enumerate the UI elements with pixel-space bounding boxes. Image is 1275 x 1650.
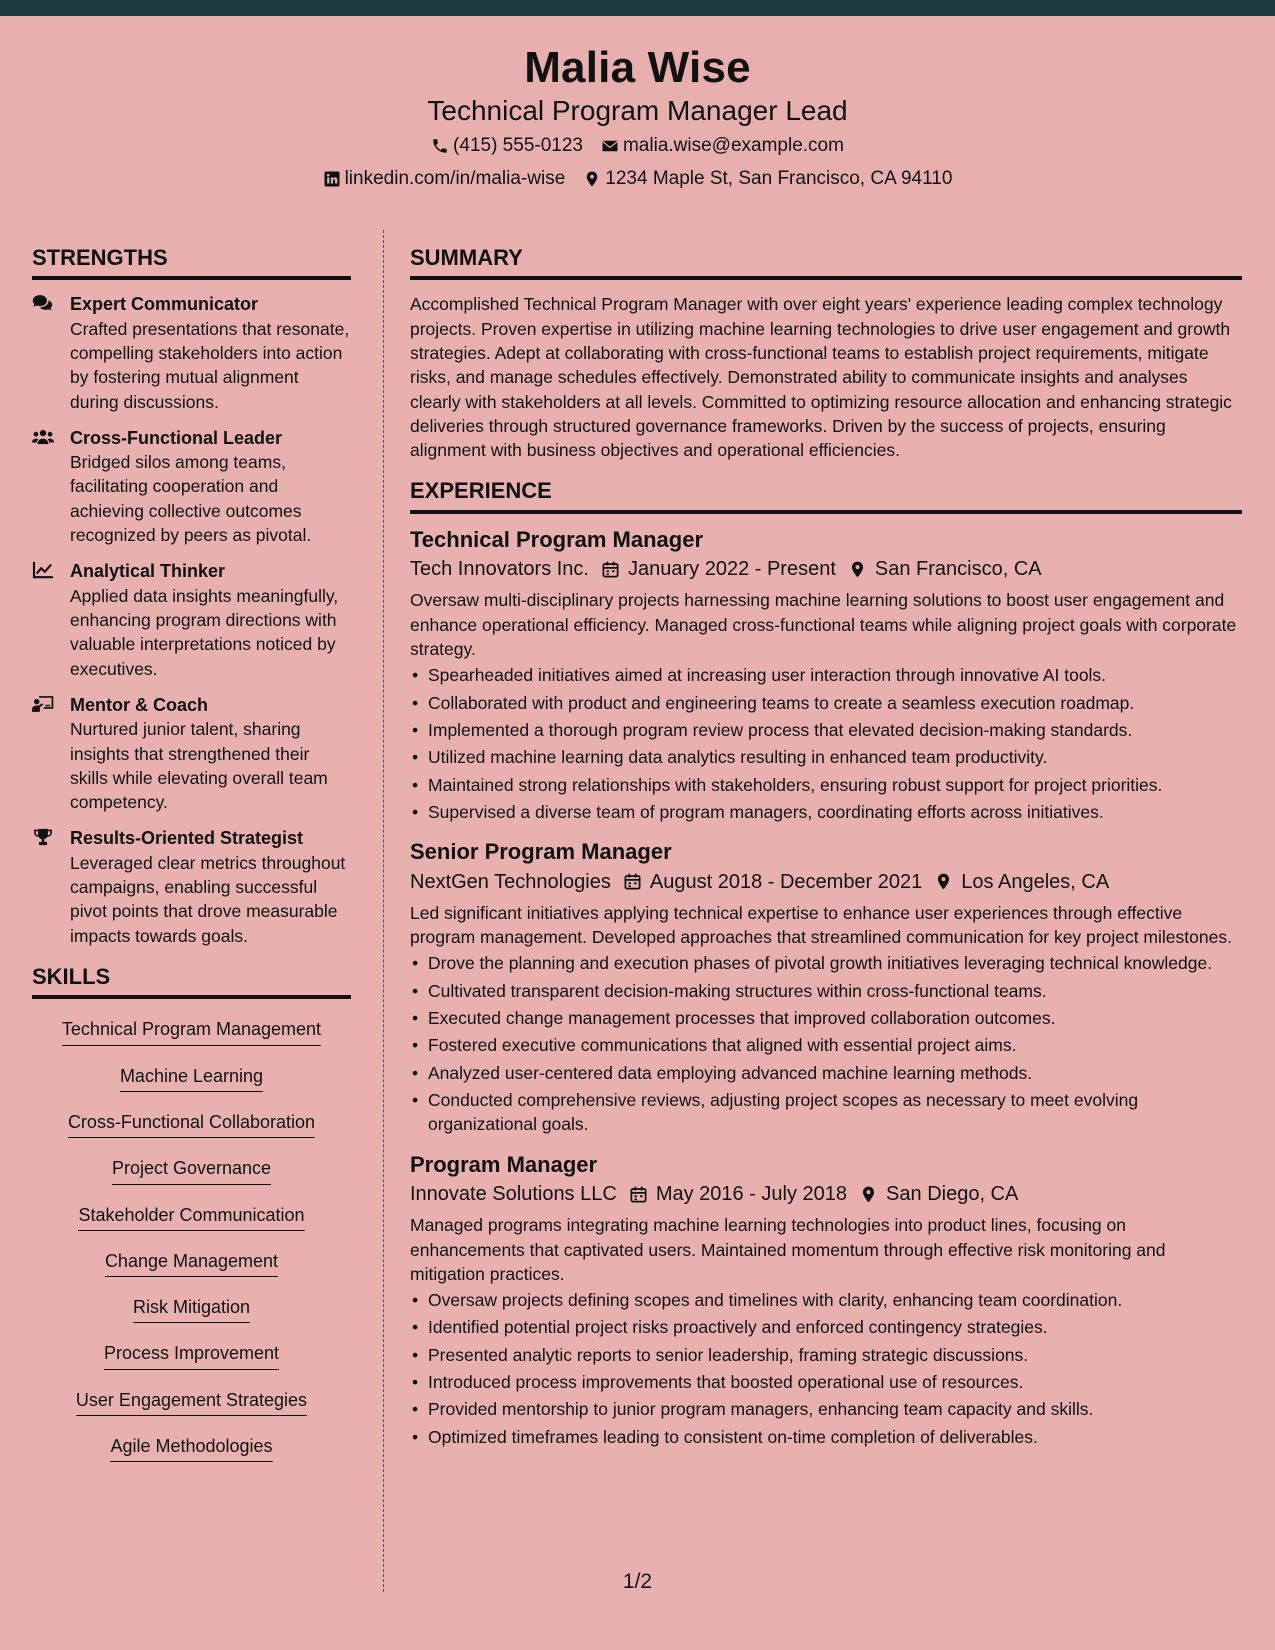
list-item: • Supervised a diverse team of program managers, coordinating efforts across initiatives.	[410, 800, 1242, 824]
job-title: Senior Program Manager	[410, 839, 672, 865]
contact-row-2	[0, 166, 1275, 193]
strength-description: Bridged silos among teams, facilitating cooperation and achieving collective outcomes recognized by peers as pivotal.	[70, 452, 312, 546]
list-item: • Fostered executive communications that aligned with essential project aims.	[410, 1033, 1242, 1057]
job-description: Managed programs integrating machine learning technologies into product lines, focusing on enhancements that captivated users. Maintained momentum through effective risk monitoring and mitigation practices.	[410, 1215, 1166, 1284]
job-location: Los Angeles, CA	[961, 870, 1110, 893]
job-meta	[410, 867, 1242, 897]
phone-contact	[431, 133, 583, 160]
strength-title: Analytical Thinker	[70, 561, 226, 582]
skill-tag: Change Management	[105, 1249, 278, 1277]
list-item: • Maintained strong relationships with stakeholders, ensuring robust support for project priorities.	[410, 773, 1242, 797]
strength-description: Applied data insights meaningfully, enhancing program directions with valuable interpretations noticed by executives.	[70, 585, 339, 679]
job-company: Innovate Solutions LLC	[410, 1183, 617, 1206]
strength-item	[32, 559, 351, 681]
strength-description: Nurtured junior talent, sharing insights that strengthened their skills while elevating overall team competency.	[70, 719, 328, 813]
top-bar	[0, 0, 1275, 16]
map-marker-icon	[848, 560, 867, 579]
job-dates: January 2022 - Present	[627, 558, 836, 581]
job-entry	[410, 1151, 1242, 1449]
list-item: • Collaborated with product and engineering teams to create a seamless execution roadmap.	[410, 691, 1242, 715]
summary-heading: SUMMARY	[410, 245, 1242, 280]
list-item: • Oversaw projects defining scopes and timelines with clarity, enhancing team coordination.	[410, 1288, 1242, 1312]
column-divider	[383, 230, 384, 1592]
list-item: • Utilized machine learning data analytics resulting in enhanced team productivity.	[410, 745, 1242, 769]
summary-text: Accomplished Technical Program Manager with over eight years' experience leading complex technology projects. Proven expertise in utilizing machine learning technologies to drive user engagement and growth strategies. Adept at collaborating with cross-functional teams to establish project requirements, mitigate risks, and manage schedules effectively. Demonstrated ability to communicate insights and analyses clearly with stakeholders at all levels. Committed to optimizing resource allocation and enhancing strategic deliveries through structured governance frameworks. Driven by the success of projects, ensuring alignment with business objectives and operational efficiencies.	[410, 294, 1232, 461]
right-column	[410, 245, 1242, 1463]
contact-row-1	[0, 133, 1275, 160]
skill-tag: Cross-Functional Collaboration	[68, 1110, 315, 1138]
job-meta	[410, 1179, 1242, 1209]
strength-item	[32, 826, 351, 948]
job-title: Technical Program Manager	[410, 526, 704, 552]
skill-tag: Risk Mitigation	[133, 1295, 250, 1323]
list-item: • Spearheaded initiatives aimed at increasing user interaction through innovative AI tools.	[410, 663, 1242, 687]
candidate-headline: Technical Program Manager Lead	[427, 95, 848, 127]
list-item: • Implemented a thorough program review process that elevated decision-making standards.	[410, 718, 1242, 742]
linkedin-contact	[323, 166, 566, 193]
candidate-name: Malia Wise	[524, 43, 751, 92]
list-item: • Conducted comprehensive reviews, adjusting project scopes as necessary to meet evolving organizational goals.	[410, 1088, 1242, 1137]
strengths-heading: STRENGTHS	[32, 245, 351, 280]
job-meta	[410, 554, 1242, 584]
page-number: 1/2	[622, 1570, 653, 1593]
address-text: 1234 Maple St, San Francisco, CA 94110	[605, 167, 953, 189]
strength-title: Cross-Functional Leader	[70, 427, 283, 448]
job-entry	[410, 838, 1242, 1136]
skill-tag: Machine Learning	[120, 1064, 263, 1092]
job-description: Led significant initiatives applying technical expertise to enhance user experiences through effective program management. Developed approaches that streamlined communication for key project milestones.	[410, 902, 1232, 948]
strength-item	[32, 693, 351, 815]
strength-title: Results-Oriented Strategist	[70, 828, 304, 849]
job-company: Tech Innovators Inc.	[410, 558, 589, 581]
envelope-icon	[601, 137, 619, 155]
skill-tag: Technical Program Management	[62, 1017, 321, 1045]
strength-title: Mentor & Coach	[70, 694, 209, 715]
list-item: • Cultivated transparent decision-making structures within cross-functional teams.	[410, 979, 1242, 1003]
skill-tag: Agile Methodologies	[110, 1434, 272, 1462]
list-item: • Presented analytic reports to senior leadership, framing strategic discussions.	[410, 1343, 1242, 1367]
skill-tag: Project Governance	[112, 1156, 271, 1184]
strength-item	[32, 426, 351, 548]
linkedin-icon	[323, 170, 341, 188]
calendar-icon	[623, 872, 642, 891]
list-item: • Optimized timeframes leading to consistent on-time completion of deliverables.	[410, 1425, 1242, 1449]
list-item: • Drove the planning and execution phases of pivotal growth initiatives leveraging technical knowledge.	[410, 951, 1242, 975]
skill-tag: User Engagement Strategies	[76, 1388, 307, 1416]
job-company: NextGen Technologies	[410, 870, 611, 893]
comments-icon	[32, 294, 54, 312]
job-bullets	[410, 951, 1242, 1136]
left-column	[32, 245, 351, 1480]
job-description: Oversaw multi-disciplinary projects harnessing machine learning solutions to boost user engagement and enhance operational efficiency. Managed cross-functional teams while aligning project goals with corporate strategy.	[410, 590, 1237, 659]
job-entry	[410, 526, 1242, 824]
list-item: • Introduced process improvements that boosted operational use of resources.	[410, 1370, 1242, 1394]
list-item: • Executed change management processes that improved collaboration outcomes.	[410, 1006, 1242, 1030]
address-contact	[583, 166, 952, 193]
chart-line-icon	[32, 561, 54, 579]
strength-title: Expert Communicator	[70, 294, 259, 315]
trophy-icon	[32, 828, 54, 846]
linkedin-text: linkedin.com/in/malia-wise	[344, 167, 566, 189]
resume-header	[0, 16, 1275, 205]
skills-list	[32, 1011, 351, 1462]
strength-item	[32, 292, 351, 414]
strength-description: Leveraged clear metrics throughout campaigns, enabling successful pivot points that drove measurable impacts towards goals.	[70, 852, 346, 946]
job-location: San Francisco, CA	[874, 558, 1042, 581]
skill-tag: Process Improvement	[104, 1341, 279, 1369]
list-item: • Provided mentorship to junior program managers, enhancing team capacity and skills.	[410, 1397, 1242, 1421]
job-dates: August 2018 - December 2021	[649, 870, 923, 893]
job-dates: May 2016 - July 2018	[655, 1183, 848, 1206]
phone-icon	[431, 137, 449, 155]
email-contact	[601, 133, 844, 160]
skills-heading: SKILLS	[32, 964, 351, 999]
list-item: • Identified potential project risks proactively and enforced contingency strategies.	[410, 1315, 1242, 1339]
job-title: Program Manager	[410, 1151, 598, 1177]
map-marker-icon	[859, 1185, 878, 1204]
job-bullets	[410, 663, 1242, 824]
job-location: San Diego, CA	[886, 1183, 1019, 1206]
job-bullets	[410, 1288, 1242, 1449]
chalkboard-teacher-icon	[32, 695, 54, 713]
map-marker-icon	[934, 872, 953, 891]
email-text: malia.wise@example.com	[622, 135, 844, 157]
skill-tag: Stakeholder Communication	[78, 1203, 304, 1231]
calendar-icon	[601, 560, 620, 579]
strength-description: Crafted presentations that resonate, compelling stakeholders into action by fostering mutual alignment during discussions.	[70, 318, 350, 412]
phone-text: (415) 555-0123	[453, 135, 583, 157]
calendar-icon	[629, 1185, 648, 1204]
map-marker-icon	[583, 170, 601, 188]
users-icon	[32, 428, 54, 446]
experience-heading: EXPERIENCE	[410, 478, 1242, 513]
list-item: • Analyzed user-centered data employing advanced machine learning methods.	[410, 1061, 1242, 1085]
